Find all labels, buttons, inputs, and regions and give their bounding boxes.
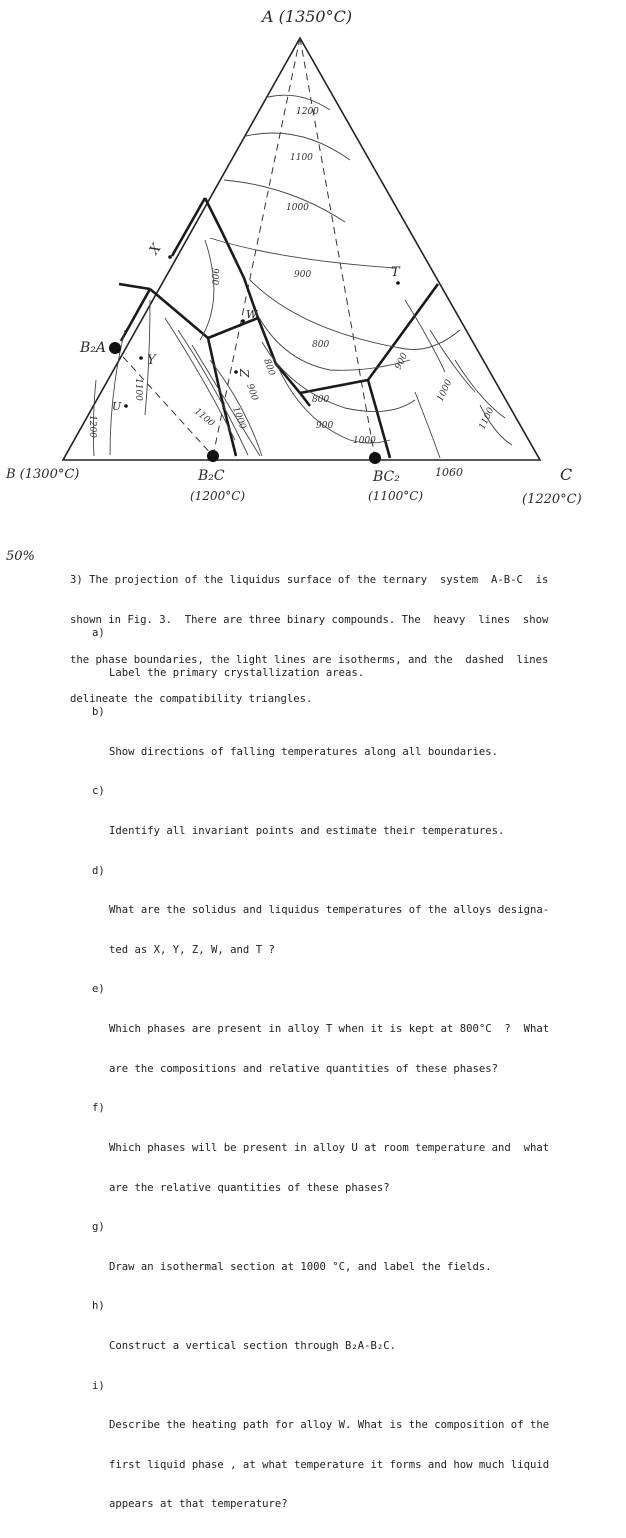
- iso-label-900-z: 900: [244, 382, 260, 403]
- alloy-x-label: X: [146, 241, 165, 258]
- iso-label-800-a: 800: [312, 340, 330, 350]
- question-label: i): [92, 1379, 105, 1392]
- question-c: [92, 785, 612, 864]
- vertex-b-label: B (1300°C): [6, 467, 80, 482]
- b2c-temp: (1200°C): [190, 489, 246, 503]
- b2a-label: B₂A: [80, 340, 107, 356]
- iso-label-900-right: 900: [393, 351, 410, 372]
- question-a: [92, 627, 612, 706]
- alloy-t-dot: [396, 281, 400, 285]
- alloy-w-dot: [241, 319, 245, 323]
- question-label: d): [92, 864, 105, 877]
- iso-label-1000-z: 1000: [230, 405, 248, 431]
- question-line: Describe the heating path for alloy W. What is the composition of the: [109, 1419, 550, 1432]
- b2c-compound-dot: [207, 450, 219, 462]
- question-e: [92, 983, 612, 1102]
- intro-line: the phase boundaries, the light lines are isotherms, and the dashed lines: [70, 653, 549, 666]
- question-line: Which phases will be present in alloy U at room temperature and what: [109, 1141, 550, 1154]
- b2c-label: B₂C: [198, 468, 225, 484]
- question-line: are the compositions and relative quantities of these phases?: [109, 1062, 499, 1075]
- alloy-y-label: Y: [147, 353, 156, 368]
- binary-1060-label: 1060: [435, 466, 463, 479]
- question-g: [92, 1221, 612, 1300]
- alloy-x-dot: [168, 255, 172, 259]
- question-line: Draw an isothermal section at 1000 °C, and label the fields.: [109, 1260, 492, 1273]
- bc2-compound-dot: [369, 452, 381, 464]
- question-i: [92, 1380, 612, 1538]
- question-line: Show directions of falling temperatures along all boundaries.: [109, 745, 499, 758]
- iso-label-900-mid: 900: [316, 421, 334, 431]
- question-h: [92, 1300, 612, 1379]
- question-list: [92, 627, 612, 1538]
- alloy-t-label: T: [391, 265, 400, 280]
- iso-label-1000-mid: 1000: [353, 436, 376, 446]
- question-label: f): [92, 1102, 105, 1115]
- alloy-u-dot: [124, 404, 128, 408]
- question-line: ted as X, Y, Z, W, and T ?: [109, 943, 275, 956]
- intro-line: shown in Fig. 3. There are three binary compounds. The heavy lines show: [70, 614, 549, 627]
- iso-label-1000-a: 1000: [286, 203, 309, 213]
- question-label: a): [92, 627, 105, 639]
- intro-line: 3) The projection of the liquidus surface of the ternary system A-B-C is: [70, 574, 549, 587]
- iso-label-900-a: 900: [294, 270, 312, 280]
- question-label: g): [92, 1221, 105, 1234]
- alloy-w-label: W: [246, 308, 258, 321]
- question-line: Identify all invariant points and estimate their temperatures.: [109, 825, 505, 838]
- question-line: Construct a vertical section through B₂A-B₂C.: [109, 1339, 397, 1352]
- alloy-y-dot: [139, 356, 143, 360]
- b2a-compound-dot: [109, 342, 121, 354]
- iso-label-800-mid: 800: [312, 395, 330, 405]
- question-line: first liquid phase , at what temperature it forms and how much liquid: [109, 1458, 550, 1471]
- weight-note: 50%: [6, 549, 35, 564]
- question-line: What are the solidus and liquidus temperatures of the alloys designa-: [109, 904, 550, 917]
- vertex-c-label: C: [560, 465, 573, 484]
- bc2-temp: (1100°C): [368, 489, 424, 503]
- vertex-c-temp: (1220°C): [522, 492, 582, 507]
- question-line: appears at that temperature?: [109, 1498, 288, 1511]
- bc2-label: BC₂: [373, 469, 400, 485]
- question-label: c): [92, 785, 105, 798]
- iso-label-900-left: 900: [209, 268, 219, 286]
- question-label: h): [92, 1300, 105, 1313]
- ternary-phase-diagram: [0, 0, 626, 530]
- vertex-a-label: A (1350°C): [262, 7, 353, 26]
- iso-label-1200-a: 1200: [296, 107, 319, 117]
- iso-label-1100-a: 1100: [290, 153, 313, 163]
- question-line: Label the primary crystallization areas.: [109, 666, 365, 679]
- question-d: [92, 865, 612, 984]
- question-line: Which phases are present in alloy T when it is kept at 800°C ? What: [109, 1023, 550, 1036]
- iso-label-1000-right: 1000: [435, 378, 455, 404]
- iso-label-1100-z: 1100: [192, 406, 217, 430]
- question-f: [92, 1102, 612, 1221]
- question-label: b): [92, 706, 105, 719]
- alloy-z-label: Z: [237, 369, 251, 378]
- alloy-u-label: U: [112, 400, 122, 413]
- intro-line: delineate the compatibility triangles.: [70, 693, 313, 706]
- iso-label-1100-left: 1100: [133, 378, 143, 401]
- question-b: [92, 706, 612, 785]
- iso-label-800-z: 800: [261, 357, 277, 378]
- question-label: e): [92, 983, 105, 996]
- question-line: are the relative quantities of these phases?: [109, 1181, 390, 1194]
- iso-label-1100-right: 1100: [477, 406, 497, 432]
- phase-boundaries: [119, 198, 438, 458]
- iso-label-1200-left: 1200: [87, 415, 97, 438]
